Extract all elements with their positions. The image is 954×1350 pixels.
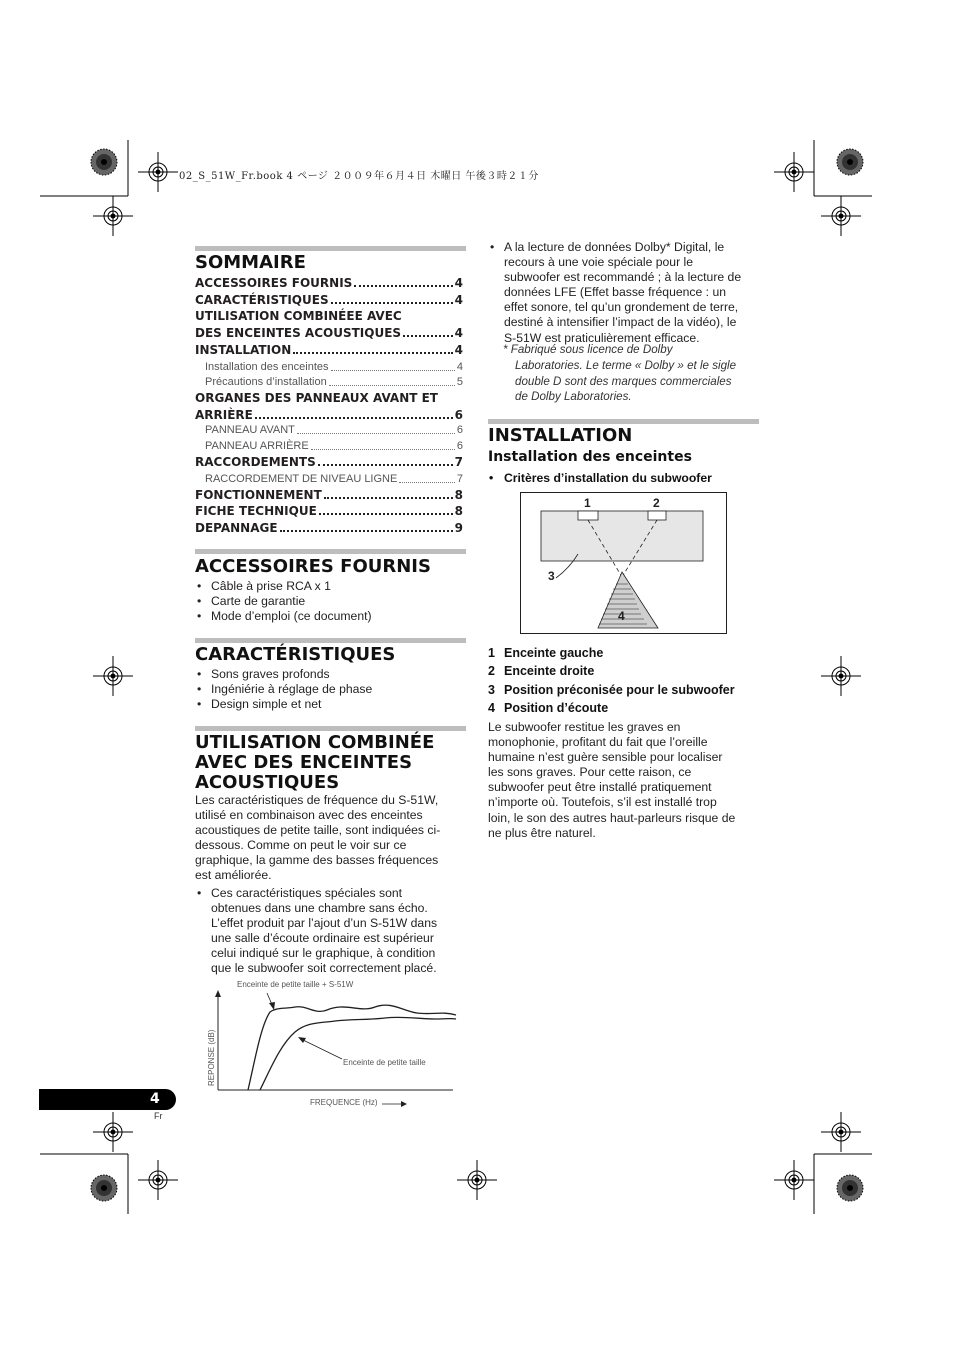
toc-subentry[interactable]: RACCORDEMENT DE NIVEAU LIGNE 7	[205, 473, 463, 485]
room-wall	[541, 511, 703, 561]
list-item: • Câble à prise RCA x 1	[196, 579, 464, 594]
criteria-heading: • Critères d’installation du subwoofer	[489, 471, 712, 485]
right-speaker	[648, 511, 666, 520]
curve-small-speaker	[260, 1017, 456, 1090]
list-item: • Mode d’emploi (ce document)	[196, 609, 464, 624]
installation-title: INSTALLATION	[488, 425, 633, 446]
legend-item: 2 Enceinte droite	[488, 664, 595, 678]
toc-entry-line1: ORGANES DES PANNEAUX AVANT ET	[195, 391, 438, 405]
leader-arrow	[269, 1002, 275, 1010]
label-leader	[301, 1039, 342, 1059]
toc-entry[interactable]: ARRIÈRE 6	[195, 408, 463, 422]
accessoires-title: ACCESSOIRES FOURNIS	[195, 556, 431, 577]
list-item: • Ces caractéristiques spéciales sont obtenues dans une chambre sans écho. L’effet produit par l’ajout d’un S-51W dans une salle d’écoute ordinaire est supérieur celui indiqué sur le graphique, à condition que le subwoofer soit correctement placé.	[196, 886, 471, 977]
graph-xlabel: FREQUENCE (Hz)	[310, 1098, 378, 1107]
language-code: Fr	[154, 1111, 163, 1121]
leader-arrow	[298, 1037, 306, 1043]
title-line: UTILISATION COMBINÉE	[195, 732, 435, 753]
toc-subentry[interactable]: Précautions d’installation 5	[205, 376, 463, 388]
accessoires-list	[196, 579, 464, 624]
section-rule	[195, 726, 466, 731]
page-number: 4	[150, 1091, 160, 1107]
title-line: AVEC DES ENCEINTES	[195, 752, 413, 773]
diagram-label-4: 4	[618, 609, 625, 623]
diagram-label-3: 3	[548, 569, 555, 583]
toc-entry[interactable]: FONCTIONNEMENT 8	[195, 488, 463, 502]
section-rule	[195, 246, 466, 251]
legend-item: 4 Position d’écoute	[488, 701, 609, 715]
toc-entry[interactable]: FICHE TECHNIQUE 8	[195, 504, 463, 518]
curve-with-subwoofer	[248, 1005, 456, 1090]
graph-ylabel: REPONSE (dB)	[207, 1029, 216, 1086]
toc-entry[interactable]: ACCESSOIRES FOURNIS 4	[195, 276, 463, 290]
dolby-bullet	[489, 240, 761, 346]
caracteristiques-list	[196, 667, 464, 712]
installation-subtitle: Installation des enceintes	[488, 449, 692, 465]
toc-subentry[interactable]: PANNEAU ARRIÈRE 6	[205, 440, 463, 452]
utilisation-paragraph: Les caractéristiques de fréquence du S-51W, utilisé en combinaison avec des enceintes acoustiques de petite taille, sont indiquées ci- dessous. Comme on peut le voir sur ce graphique, la gamme des basses fréquences est améliorée.	[195, 793, 441, 883]
graph-label-combined: Enceinte de petite taille + S-51W	[237, 980, 354, 989]
toc-entry-line1: UTILISATION COMBINÉEE AVEC	[195, 309, 402, 323]
toc-entry[interactable]: RACCORDEMENTS 7	[195, 455, 463, 469]
toc-entry[interactable]: INSTALLATION 4	[195, 343, 463, 357]
utilisation-title	[195, 733, 434, 793]
legend-item: 1 Enceinte gauche	[488, 646, 604, 660]
list-item: • Design simple et net	[196, 697, 464, 712]
utilisation-bullets	[196, 886, 471, 977]
section-rule	[488, 419, 759, 424]
frequency-response-graph	[195, 985, 470, 1110]
dolby-note: * Fabriqué sous licence de Dolby Laboratories. Le terme « Dolby » et le sigle double D sont des marques commerciales de Dolby Laboratories.	[503, 343, 737, 404]
file-header: 02_S_51W_Fr.book 4 ページ ２００９年６月４日 木曜日 午後３時２１分	[179, 171, 539, 182]
diagram-label-2: 2	[653, 496, 660, 510]
list-item: • Carte de garantie	[196, 594, 464, 609]
caracteristiques-title: CARACTÉRISTIQUES	[195, 644, 396, 665]
list-item: • A la lecture de données Dolby* Digital, le recours à une voie spéciale pour le subwoofer est recommandé ; à la lecture de données LFE (Effet basse fréquence : un effet sonore, tel qu’un grondement de terre, destiné à intensifier l’impact de la vidéo), le S-51W est praticulièrement efficace.	[489, 240, 761, 346]
list-item: • Sons graves profonds	[196, 667, 464, 682]
toc-entry[interactable]: DES ENCEINTES ACOUSTIQUES 4	[195, 326, 463, 340]
x-label-arrowhead	[401, 1101, 407, 1107]
installation-paragraph: Le subwoofer restitue les graves en monophonie, profitant du fait que l’oreille humaine n’est guère sensible pour localiser les sons graves. Pour cette raison, ce subwoofer peut être installé pratiquement n’importe où. Toutefois, s’il est installé trop loin, le son des autres haut-parleurs risque de ne plus être naturel.	[488, 720, 736, 840]
toc-entry[interactable]: DEPANNAGE 9	[195, 521, 463, 535]
legend-item: 3 Position préconisée pour le subwoofer	[488, 683, 735, 697]
y-axis-arrow	[215, 990, 221, 997]
toc-entry[interactable]: CARACTÉRISTIQUES 4	[195, 293, 463, 307]
list-item: • Ingéniérie à réglage de phase	[196, 682, 464, 697]
left-speaker	[578, 511, 598, 520]
toc-title: SOMMAIRE	[195, 252, 306, 273]
diagram-label-1: 1	[584, 496, 591, 510]
graph-label-small: Enceinte de petite taille	[343, 1058, 426, 1067]
toc-subentry[interactable]: Installation des enceintes 4	[205, 361, 463, 373]
section-rule	[195, 638, 466, 643]
toc-subentry[interactable]: PANNEAU AVANT 6	[205, 424, 463, 436]
section-rule	[195, 549, 466, 554]
title-line: ACOUSTIQUES	[195, 772, 340, 793]
